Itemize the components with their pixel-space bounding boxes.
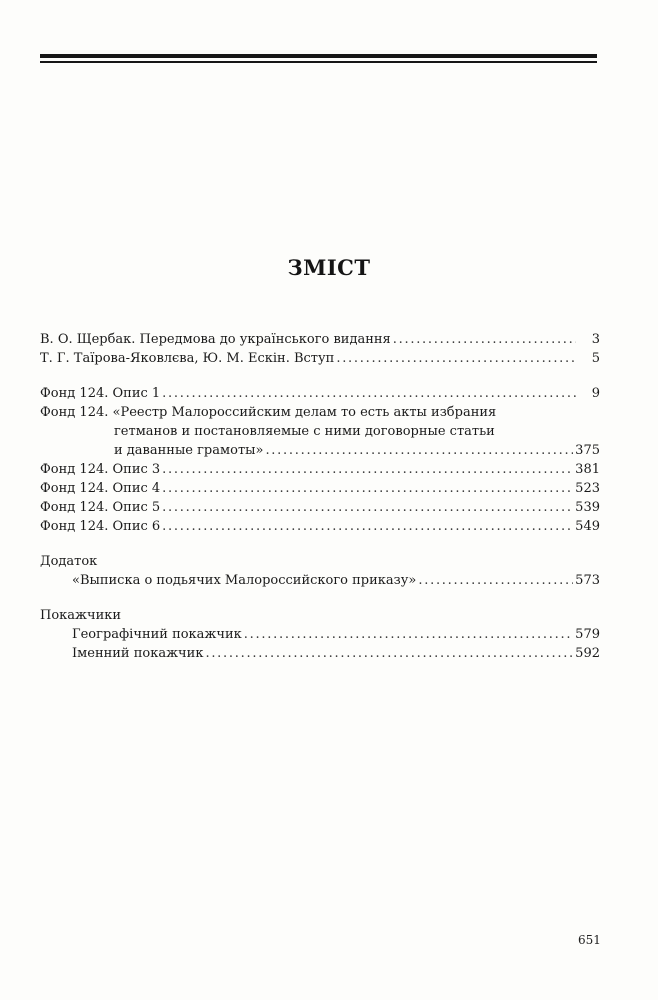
toc-entry-opys-5 bbox=[40, 498, 600, 517]
page-title: ЗМІСТ bbox=[287, 255, 371, 280]
toc-entry-text: Фонд 124. Опис 6 bbox=[40, 519, 161, 534]
dot-leader bbox=[244, 625, 573, 644]
toc-entry-opys-6 bbox=[40, 517, 600, 536]
dot-leader bbox=[162, 384, 576, 403]
dot-leader bbox=[162, 517, 573, 536]
dot-leader bbox=[205, 644, 573, 663]
toc-entry-page: 375 bbox=[575, 443, 600, 458]
toc-entry-page: 523 bbox=[575, 481, 600, 496]
section-heading-dodatok: Додаток bbox=[40, 554, 98, 569]
header-rule-thick bbox=[40, 54, 597, 58]
dot-leader bbox=[162, 498, 573, 517]
dot-leader bbox=[162, 479, 573, 498]
toc-entry-reestr-line-2: гетманов и постановляемые с ними договорные статьи bbox=[114, 424, 495, 439]
dot-leader bbox=[418, 571, 573, 590]
toc-entry-vypyska bbox=[40, 571, 600, 590]
toc-entry-text: Іменний покажчик bbox=[72, 646, 204, 661]
toc-entry-reestr-line-3 bbox=[40, 441, 600, 460]
toc-entry-page: 9 bbox=[591, 386, 600, 401]
toc-entry-opys-1 bbox=[40, 384, 600, 403]
table-of-contents bbox=[40, 330, 600, 663]
page-number: 651 bbox=[578, 933, 601, 947]
toc-entry-text: В. О. Щербак. Передмова до українського видання bbox=[40, 332, 391, 347]
toc-entry-geo-index bbox=[40, 625, 600, 644]
toc-entry-opys-4 bbox=[40, 479, 600, 498]
toc-entry-reestr-line-1: Фонд 124. «Реестр Малороссийским делам то есть акты избрания bbox=[40, 405, 497, 420]
toc-entry-foreword bbox=[40, 330, 600, 349]
toc-entry-opys-3 bbox=[40, 460, 600, 479]
toc-entry-page: 539 bbox=[575, 500, 600, 515]
toc-entry-name-index bbox=[40, 644, 600, 663]
toc-entry-introduction bbox=[40, 349, 600, 368]
toc-entry-page: 579 bbox=[575, 627, 600, 642]
toc-entry-page: 592 bbox=[575, 646, 600, 661]
toc-entry-page: 381 bbox=[575, 462, 600, 477]
toc-entry-text: Географічний покажчик bbox=[72, 627, 242, 642]
toc-entry-text: Фонд 124. Опис 4 bbox=[40, 481, 161, 496]
toc-entry-text: «Выписка о подьячих Малороссийского приказу» bbox=[72, 573, 417, 588]
toc-entry-text: Фонд 124. Опис 3 bbox=[40, 462, 161, 477]
dot-leader bbox=[162, 460, 573, 479]
dot-leader bbox=[265, 441, 573, 460]
toc-entry-text: и даванные грамоты» bbox=[114, 443, 264, 458]
header-rule-thin bbox=[40, 61, 597, 63]
toc-entry-page: 549 bbox=[575, 519, 600, 534]
toc-entry-text: Фонд 124. Опис 1 bbox=[40, 386, 161, 401]
section-heading-indexes: Покажчики bbox=[40, 608, 122, 623]
dot-leader bbox=[393, 330, 576, 349]
toc-entry-page: 573 bbox=[575, 573, 600, 588]
toc-entry-text: Т. Г. Таїрова-Яковлєва, Ю. М. Ескін. Вступ bbox=[40, 351, 335, 366]
toc-entry-page: 3 bbox=[591, 332, 600, 347]
toc-entry-page: 5 bbox=[591, 351, 600, 366]
dot-leader bbox=[336, 349, 576, 368]
toc-entry-text: Фонд 124. Опис 5 bbox=[40, 500, 161, 515]
